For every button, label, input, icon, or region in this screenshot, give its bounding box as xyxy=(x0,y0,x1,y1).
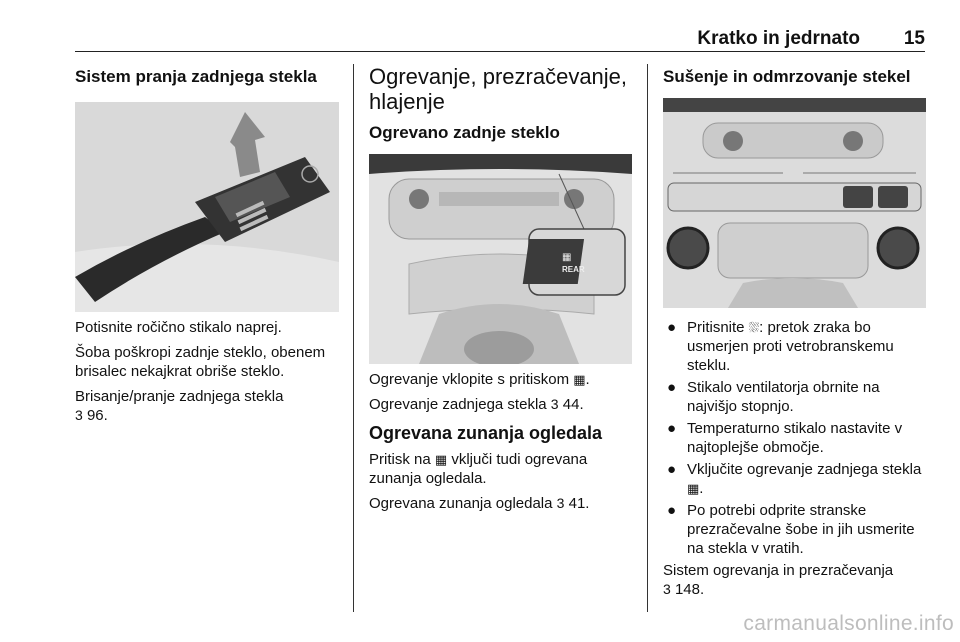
wiper-stalk-illustration xyxy=(75,102,339,312)
bullet: ● xyxy=(667,420,677,437)
list-item xyxy=(663,501,927,558)
activate-text: Ogrevanje vklopite s pritiskom xyxy=(369,371,570,388)
list-item xyxy=(663,318,927,375)
paragraph-heating-ref xyxy=(369,395,637,414)
step-text: Temperaturno stikalo nastavite v najtoplejše območje. xyxy=(687,420,903,456)
step-text: Po potrebi odprite stranske prezračevalne šobe in jih usmerite na stekla v vratih. xyxy=(687,502,915,557)
section-heading-rear-wash: Sistem pranja zadnjega stekla xyxy=(75,67,317,86)
page-ref-link[interactable]: 41. xyxy=(568,495,590,512)
list-item xyxy=(663,378,927,416)
page-ref-arrow-icon: 3 xyxy=(75,407,83,423)
rear-defrost-icon: ▦ xyxy=(687,481,700,496)
windshield-defrost-icon: ⛆ xyxy=(748,320,760,335)
rear-defrost-icon: ▦ xyxy=(434,452,448,467)
paragraph-nozzle: Šoba poškropi zadnje steklo, obenem brisalec nekajkrat obriše steklo. xyxy=(75,344,326,380)
step-text: Pritisnite xyxy=(687,319,745,336)
mirrors-ref-text: Ogrevana zunanja ogledala xyxy=(369,495,553,512)
step-text: Stikalo ventilatorja obrnite na najvišjo stopnjo. xyxy=(687,379,880,415)
page-header xyxy=(75,22,925,52)
step-text-cont: . xyxy=(699,480,704,497)
subheading-heated-mirrors: Ogrevana zunanja ogledala xyxy=(369,423,603,443)
column-divider-2 xyxy=(647,64,648,612)
bullet: ● xyxy=(667,379,677,396)
section-heading-defog: Sušenje in odmrzovanje stekel xyxy=(663,67,911,86)
column-divider-1 xyxy=(353,64,354,612)
step-text-cont: : pretok zraka bo usmerjen proti vetrobranskemu steklu. xyxy=(687,319,894,374)
list-item xyxy=(663,419,927,457)
heating-ref-text: Ogrevanje zadnjega stekla xyxy=(369,396,547,413)
step-text: Vključite ogrevanje zadnjega stekla xyxy=(687,461,922,478)
paragraph-push-stalk: Potisnite ročično stikalo naprej. xyxy=(75,319,282,336)
paragraph-mirrors-ref xyxy=(369,494,637,513)
page-number: 15 xyxy=(903,28,925,49)
page-ref-link[interactable]: 148. xyxy=(674,581,705,598)
defog-steps-list xyxy=(663,318,927,558)
mirrors-text-a: Pritisk na xyxy=(369,451,431,468)
section-heading-heating: Ogrevanje, prezračevanje, hlajenje xyxy=(369,64,628,114)
page-ref-arrow-icon: 3 xyxy=(556,495,565,511)
rear-button-label: REAR xyxy=(562,265,585,274)
mirrors-text-b: vključi tudi ogrevana zunanja ogledala. xyxy=(369,451,588,487)
bullet: ● xyxy=(667,319,677,336)
page-ref-arrow-icon: 3 xyxy=(550,396,559,412)
paragraph-system-ref xyxy=(663,561,927,599)
column-rear-wash xyxy=(75,60,343,425)
paragraph-mirrors xyxy=(369,450,637,488)
console-image xyxy=(369,154,632,364)
bullet: ● xyxy=(667,461,677,478)
column-heating xyxy=(369,60,637,513)
page-ref-link[interactable]: 44. xyxy=(562,396,584,413)
climate-panel-image xyxy=(663,98,926,308)
header-divider xyxy=(75,51,925,52)
wiper-stalk-image xyxy=(75,102,339,312)
column-defog xyxy=(663,60,927,599)
watermark: carmanualsonline.info xyxy=(743,612,954,635)
page-ref-link[interactable]: 96. xyxy=(86,407,108,424)
rear-defrost-icon: ▦ xyxy=(573,372,586,387)
paragraph-activate: Ogrevanje vklopite s pritiskom ▦. xyxy=(369,371,590,388)
rear-defrost-button-illustration xyxy=(369,154,632,364)
system-ref-text: Sistem ogrevanja in prezračevanja xyxy=(663,562,894,579)
subheading-heated-rear-window: Ogrevano zadnje steklo xyxy=(369,123,560,142)
ref-text: Brisanje/pranje zadnjega stekla xyxy=(75,388,284,405)
paragraph-rear-wash-ref xyxy=(75,387,343,425)
bullet: ● xyxy=(667,502,677,519)
list-item xyxy=(663,460,927,498)
running-title: Kratko in jedrnato xyxy=(697,28,860,49)
page-ref-arrow-icon: 3 xyxy=(663,581,671,597)
climate-panel-illustration xyxy=(663,98,926,308)
rear-defrost-icon: ▦ xyxy=(562,252,572,263)
